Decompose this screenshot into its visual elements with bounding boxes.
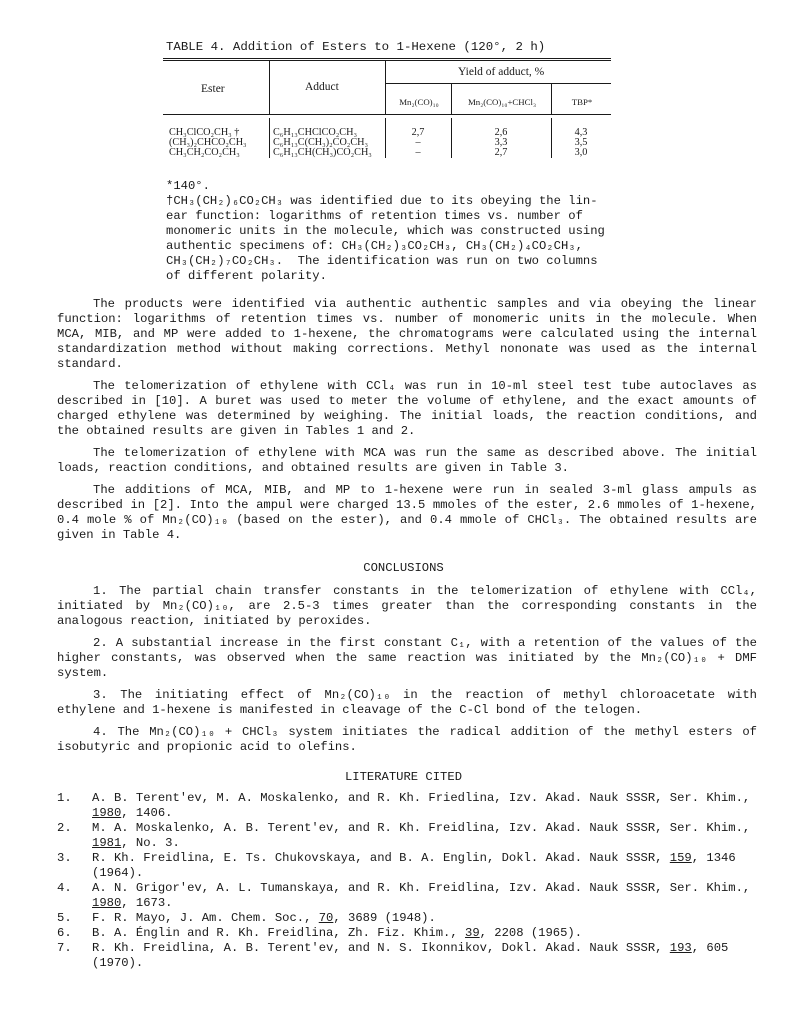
literature-heading: LITERATURE CITED [344,770,463,784]
table-rule-yield [385,83,611,84]
table-row-3-mn-chcl3: 2,7 [494,147,508,158]
table-rule-top [163,58,611,59]
reference-volume: 70 [318,911,334,925]
footnote-line: †CH₃(CH₂)₆CO₂CH₃ was identified due to its obeying the lin- [166,194,598,208]
table-title: TABLE 4. Addition of Esters to 1-Hexene (120°, 2 h) [166,40,546,54]
col-header-mn-chcl3: Mn₂(CO)₁₀+CHCl₃ [467,97,537,107]
reference-item [57,911,762,926]
paragraph: The products were identified via authentic authentic samples and via obeying the linear function: logarithms of retention times vs. number of monomeric units in the molecule. When MCA, MIB, and MP were added to 1-hexene, the chromatograms were calculated using the internal standardization method without making corrections. Methyl nononate was used as the internal standard. [57,297,757,371]
reference-item [57,851,762,881]
table-vline-2 [385,60,386,114]
reference-volume: 39 [465,926,480,940]
reference-number: 6. [57,926,72,940]
reference-text: M. A. Moskalenko, A. B. Terent'ev, and R. Kh. Freidlina, Izv. Akad. Nauk SSSR, Ser. Khim., 1981, No. 3. [92,821,751,850]
table-row-1-ester: CH₃ClCO₂CH₃ † [169,127,240,138]
reference-number: 4. [57,881,72,895]
col-header-yield: Yield of adduct, % [458,66,545,78]
experimental-text [57,297,757,550]
table-row-1-tbp: 4,3 [574,127,588,138]
reference-number: 7. [57,941,72,955]
table-rule-top-double [163,60,611,61]
reference-text: B. A. Énglin and R. Kh. Freidlina, Zh. Fiz. Khim., 39, 2208 (1965). [92,926,583,940]
table-row-3-tbp: 3,0 [574,147,588,158]
conclusion-item: 2. A substantial increase in the first constant C₁, with a retention of the values of the higher constants, was observed when the same reaction was initiated by the Mn₂(CO)₁₀ + DMF system. [57,636,757,680]
col-header-adduct: Adduct [305,81,339,93]
footnote-line: ear function: logarithms of retention times vs. number of [166,209,583,223]
reference-text: R. Kh. Freidlina, E. Ts. Chukovskaya, and B. A. Englin, Dokl. Akad. Nauk SSSR, 159, 1346 (1964). [92,851,736,880]
conclusion-item: 3. The initiating effect of Mn₂(CO)₁₀ in the reaction of methyl chloroacetate with ethylene and 1-hexene is manifested in cleavage of the C-Cl bond of the telogen. [57,688,757,717]
footnote-line: monomeric units in the molecule, which was constructed using [166,224,605,238]
reference-text: F. R. Mayo, J. Am. Chem. Soc., 70, 3689 (1948). [92,911,436,925]
reference-item [57,881,762,911]
footnote-line: CH₃(CH₂)₇CO₂CH₃. The identification was run on two columns [166,254,598,268]
reference-year: 1980 [92,896,122,910]
conclusion-item: 4. The Mn₂(CO)₁₀ + CHCl₃ system initiates the radical addition of the methyl esters of isobutyric and propionic acid to olefins. [57,725,757,754]
paragraph: The additions of MCA, MIB, and MP to 1-hexene were run in sealed 3-ml glass ampuls as described in [2]. Into the ampul were charged 13.5 mmoles of the ester, 2.6 mmoles of 1-hexene, 0.4 mole % of Mn₂(CO)₁₀ (based on the ester), and 0.4 mmole of CHCl₃. The obtained results are given in Table 4. [57,483,757,542]
conclusion-item: 1. The partial chain transfer constants in the telomerization of ethylene with CCl₄, initiated by Mn₂(CO)₁₀, are 2.5-3 times greater than the corresponding constants in the analogous reaction, initiated by peroxides. [57,584,757,628]
table-rule-header [163,114,611,115]
table-row-3-mn: – [415,147,421,158]
table-row-2-mn-chcl3: 3,3 [494,137,508,148]
paragraph: The telomerization of ethylene with MCA was run the same as described above. The initial loads, reaction conditions, and obtained results are given in Table 3. [57,446,757,475]
conclusions-list [57,584,757,762]
table-row-1-mn-chcl3: 2,6 [494,127,508,138]
table-row-3-ester: CH₃CH₂CO₂CH₃ [169,147,240,158]
table-row-2-tbp: 3,5 [574,137,588,148]
table-row-2-mn: – [415,137,421,148]
table-row-1-mn: 2,7 [411,127,425,138]
table-vline-5 [269,118,270,158]
reference-number: 1. [57,791,72,805]
reference-item [57,926,762,941]
table-footnotes [166,179,611,284]
footnote-line: of different polarity. [166,269,327,283]
reference-list [57,791,762,971]
table-row-2-adduct: C₆H₁₃C(CH₃)₂CO₂CH₃ [273,137,369,148]
reference-volume: 193 [669,941,692,955]
reference-year: 1980 [92,806,122,820]
paragraph: The telomerization of ethylene with CCl₄ was run in 10-ml steel test tube autoclaves as described in [10]. A buret was used to meter the volume of ethylene, and the exact amounts of charged ethylene was determined by weighing. The initial loads, the reaction conditions, and the obtained results are given in Tables 1 and 2. [57,379,757,438]
table-row-1-adduct: C₆H₁₃CHClCO₂CH₃ [273,127,357,138]
table-vline-1 [269,60,270,114]
col-header-tbp: TBP* [571,97,593,107]
reference-item [57,821,762,851]
reference-text: A. B. Terent'ev, M. A. Moskalenko, and R. Kh. Friedlina, Izv. Akad. Nauk SSSR, Ser. Khim., 1980, 1406. [92,791,751,820]
reference-number: 2. [57,821,72,835]
reference-volume: 159 [669,851,692,865]
table-4 [163,58,611,162]
reference-item [57,791,762,821]
reference-text: A. N. Grigor'ev, A. L. Tumanskaya, and R. Kh. Freidlina, Izv. Akad. Nauk SSSR, Ser. Khim., 1980, 1673. [92,881,751,910]
conclusions-heading: CONCLUSIONS [363,561,444,575]
footnote-line: authentic specimens of: CH₃(CH₂)₃CO₂CH₃, CH₃(CH₂)₄CO₂CH₃, [166,239,583,253]
table-vline-4 [551,83,552,114]
reference-number: 3. [57,851,72,865]
col-header-mn: Mn₂(CO)₁₀ [399,97,439,107]
reference-number: 5. [57,911,72,925]
table-vline-3 [451,83,452,114]
footnote-temperature: *140°. [166,179,210,193]
reference-text: R. Kh. Freidlina, A. B. Terent'ev, and N. S. Ikonnikov, Dokl. Akad. Nauk SSSR, 193, 605 (1970). [92,941,729,970]
col-header-ester: Ester [201,83,225,95]
table-row-3-adduct: C₆H₁₃CH(CH₃)CO₂CH₃ [273,147,372,158]
table-row-2-ester: (CH₃)₂CHCO₂CH₃ [169,137,247,148]
reference-year: 1981 [92,836,122,850]
reference-item [57,941,762,971]
